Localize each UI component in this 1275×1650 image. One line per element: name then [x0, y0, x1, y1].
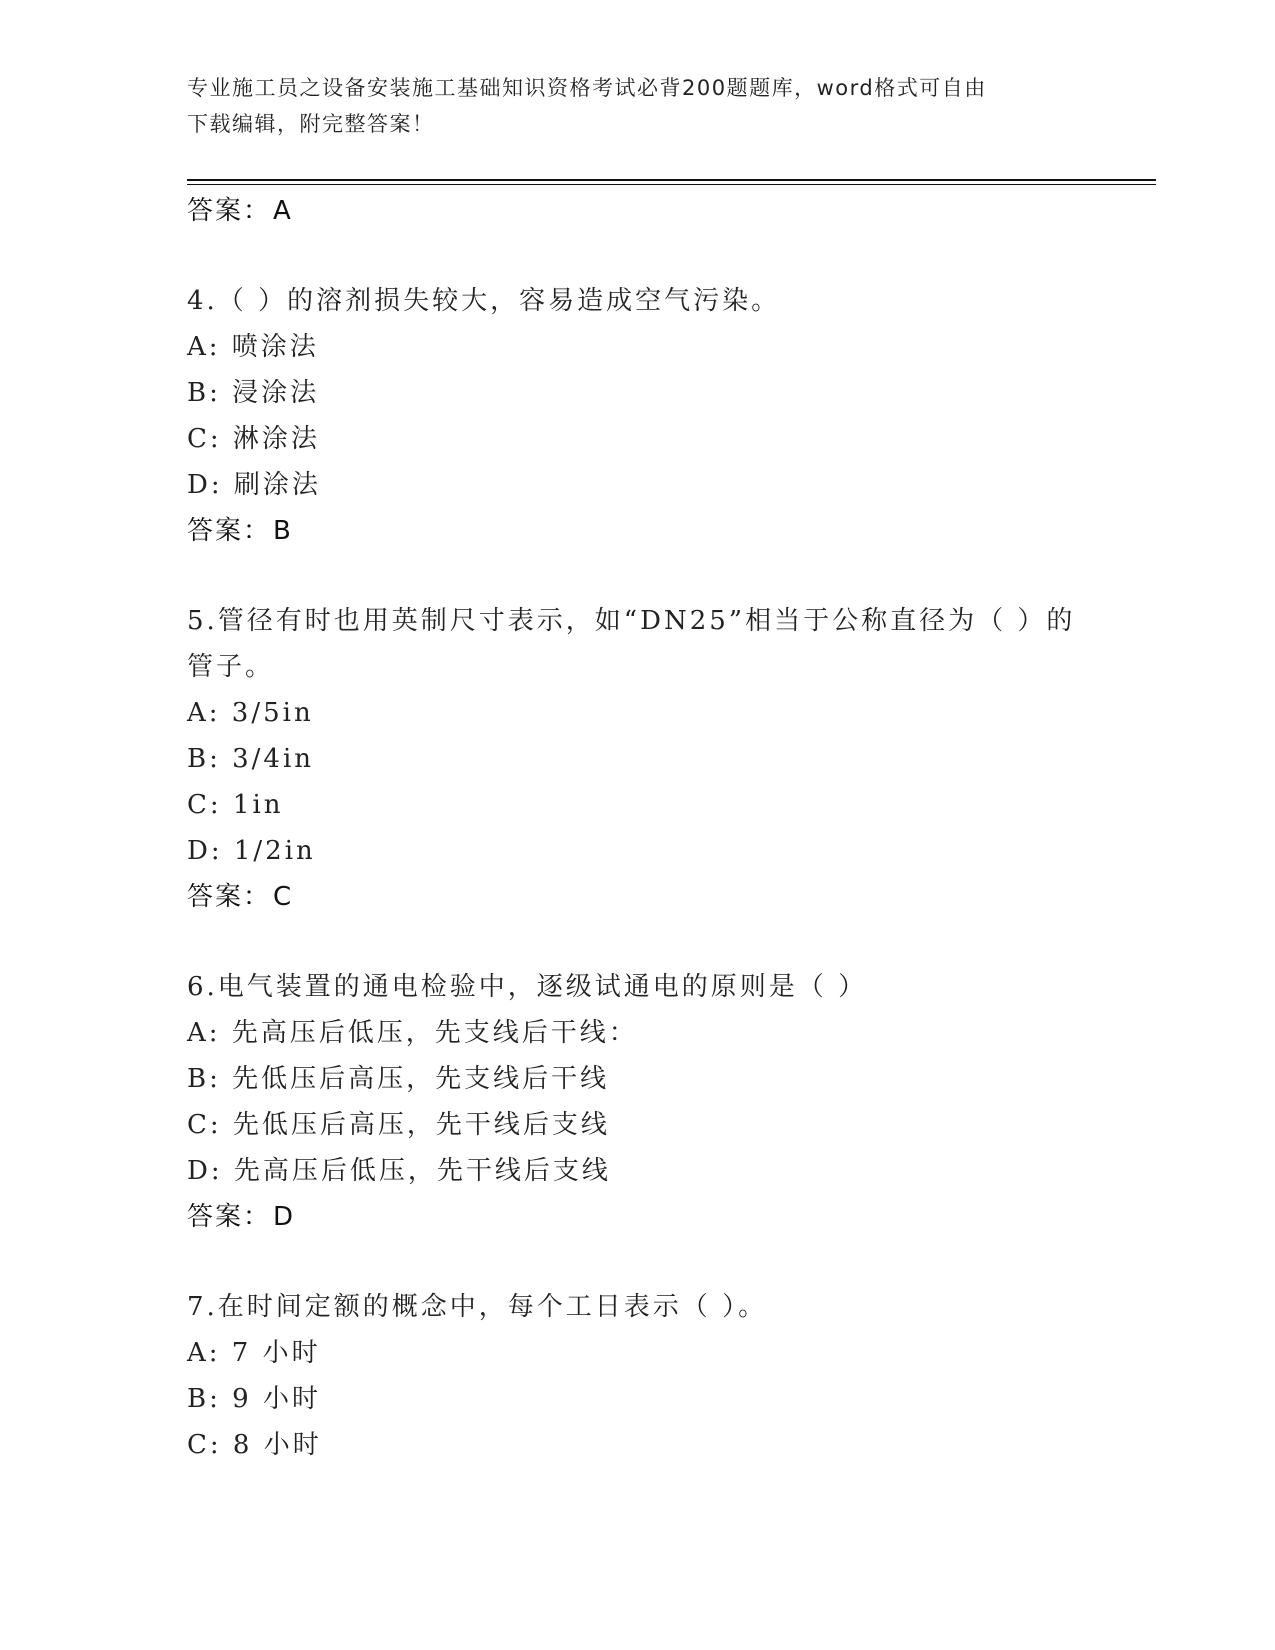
header-divider-thick: [187, 179, 1156, 181]
answer-label: 答案：: [187, 516, 272, 546]
answer-value: A: [273, 196, 293, 226]
option-a: A: 3/5in: [187, 698, 314, 728]
question-6: [187, 964, 1087, 1240]
header-divider-thin: [187, 184, 1156, 185]
question-text: 4.（ ）的溶剂损失较大，容易造成空气污染。: [187, 286, 781, 316]
question-text: 6.电气装置的通电检验中，逐级试通电的原则是（ ）: [187, 972, 868, 1002]
answer-value: C: [273, 882, 294, 912]
spacer: [187, 234, 1087, 278]
option-c: C: 先低压后高压，先干线后支线: [187, 1110, 610, 1140]
answer-line: [187, 874, 1087, 920]
answer-line: [187, 508, 1087, 554]
option-a: A: 先高压后低压，先支线后干线：: [187, 1018, 638, 1048]
answer-value: B: [273, 516, 293, 546]
question-text: 7.在时间定额的概念中，每个工日表示（ ）。: [187, 1292, 768, 1322]
answer-label: 答案：: [187, 882, 272, 912]
question-text: 5.管径有时也用英制尺寸表示，如“DN25”相当于公称直径为（ ）的: [187, 606, 1076, 636]
option-a: A: 7 小时: [187, 1338, 321, 1368]
option-b: B: 9 小时: [187, 1384, 321, 1414]
option-c: C: 淋涂法: [187, 424, 320, 454]
question-4: [187, 278, 1087, 554]
answer-label: 答案：: [187, 1202, 272, 1232]
question-list: [187, 188, 1087, 1468]
option-d: D: 刷涂法: [187, 470, 321, 500]
option-d: D: 先高压后低压，先干线后支线: [187, 1156, 611, 1186]
option-b: B: 先低压后高压，先支线后干线: [187, 1064, 610, 1094]
option-d: D: 1/2in: [187, 836, 316, 866]
answer-line: [187, 188, 1087, 234]
question-text-continued: 管子。: [187, 652, 275, 682]
spacer: [187, 554, 1087, 598]
question-5: [187, 598, 1087, 920]
question-7: [187, 1284, 1087, 1468]
answer-line: [187, 1194, 1087, 1240]
option-b: B: 浸涂法: [187, 378, 320, 408]
spacer: [187, 1240, 1087, 1284]
answer-label: 答案：: [187, 196, 272, 226]
option-c: C: 8 小时: [187, 1430, 322, 1460]
option-a: A: 喷涂法: [187, 332, 319, 362]
document-header: [187, 70, 1087, 142]
option-c: C: 1in: [187, 790, 284, 820]
answer-value: D: [273, 1202, 296, 1232]
option-b: B: 3/4in: [187, 744, 315, 774]
spacer: [187, 920, 1087, 964]
header-line-2: 下载编辑，附完整答案！: [187, 112, 435, 136]
header-line-1: 专业施工员之设备安装施工基础知识资格考试必背200题题库，word格式可自由: [187, 76, 987, 100]
